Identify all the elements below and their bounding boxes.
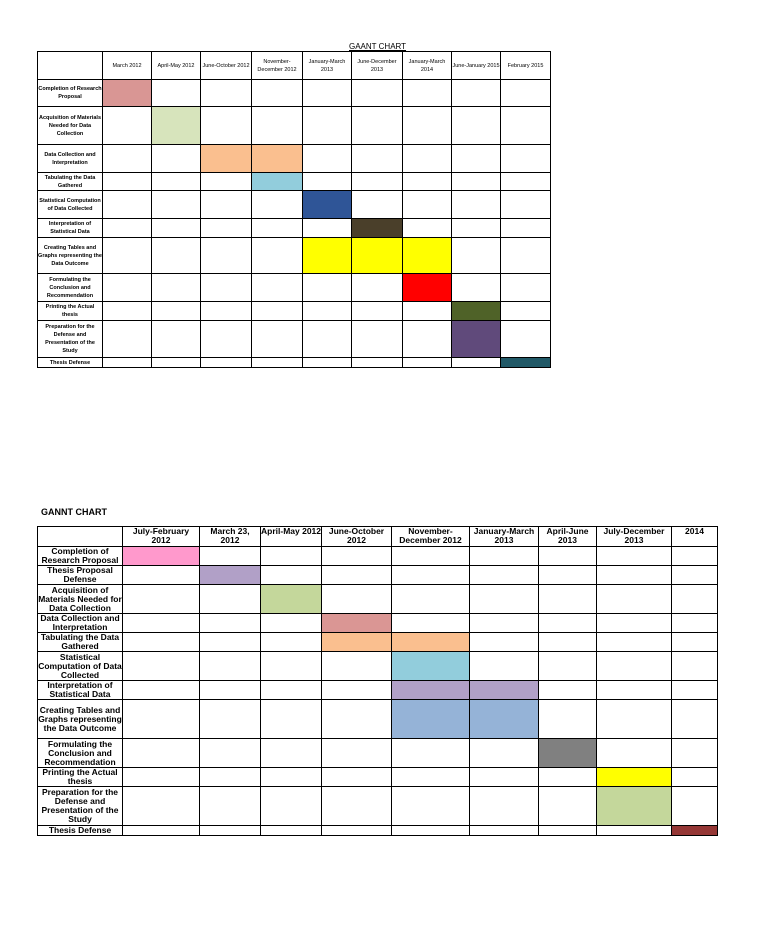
empty-cell: [501, 302, 551, 321]
empty-cell: [201, 238, 252, 274]
empty-cell: [201, 173, 252, 191]
gantt-bar-cell: [200, 566, 261, 585]
empty-cell: [322, 826, 392, 836]
gantt-bar-cell: [303, 191, 352, 219]
table-row: [38, 787, 718, 826]
empty-cell: [200, 652, 261, 681]
empty-cell: [152, 238, 201, 274]
empty-cell: [152, 274, 201, 302]
column-header: 2014: [672, 527, 718, 547]
empty-cell: [452, 191, 501, 219]
empty-cell: [152, 173, 201, 191]
empty-cell: [303, 107, 352, 145]
empty-cell: [252, 321, 303, 358]
gantt-bar-cell: [392, 633, 470, 652]
task-label: Statistical Computation of Data Collected: [38, 191, 103, 219]
empty-cell: [597, 826, 672, 836]
table-row: [38, 700, 718, 739]
column-header: June-December 2013: [352, 52, 403, 80]
empty-cell: [352, 321, 403, 358]
gantt-bar-cell: [452, 321, 501, 358]
task-label: Interpretation of Statistical Data: [38, 681, 123, 700]
empty-cell: [672, 700, 718, 739]
table-row: [38, 585, 718, 614]
empty-cell: [501, 107, 551, 145]
empty-cell: [103, 145, 152, 173]
empty-cell: [392, 614, 470, 633]
empty-cell: [403, 191, 452, 219]
empty-cell: [261, 614, 322, 633]
empty-cell: [261, 768, 322, 787]
column-header: June-October 2012: [322, 527, 392, 547]
table-row: [38, 768, 718, 787]
empty-cell: [403, 321, 452, 358]
header-row: [38, 52, 551, 80]
gantt-table-2: [37, 526, 718, 836]
empty-cell: [123, 787, 200, 826]
empty-cell: [470, 566, 539, 585]
empty-cell: [539, 652, 597, 681]
empty-cell: [452, 219, 501, 238]
task-label: Printing the Actual thesis: [38, 768, 123, 787]
task-label: Preparation for the Defense and Presentation of the Study: [38, 321, 103, 358]
empty-cell: [352, 173, 403, 191]
empty-cell: [452, 173, 501, 191]
empty-cell: [501, 274, 551, 302]
empty-cell: [201, 107, 252, 145]
column-header: January-March 2013: [470, 527, 539, 547]
empty-cell: [303, 219, 352, 238]
empty-cell: [403, 302, 452, 321]
empty-cell: [597, 633, 672, 652]
empty-cell: [252, 219, 303, 238]
empty-cell: [261, 633, 322, 652]
empty-cell: [672, 566, 718, 585]
empty-cell: [261, 700, 322, 739]
empty-cell: [392, 566, 470, 585]
empty-cell: [539, 566, 597, 585]
empty-cell: [452, 80, 501, 107]
column-header: November-December 2012: [252, 52, 303, 80]
table-row: [38, 633, 718, 652]
empty-cell: [539, 681, 597, 700]
column-header: June-October 2012: [201, 52, 252, 80]
gantt-bar-cell: [392, 652, 470, 681]
empty-cell: [152, 358, 201, 368]
empty-cell: [597, 700, 672, 739]
empty-cell: [501, 145, 551, 173]
empty-cell: [597, 547, 672, 566]
empty-cell: [352, 107, 403, 145]
empty-cell: [672, 633, 718, 652]
empty-cell: [597, 652, 672, 681]
empty-cell: [123, 633, 200, 652]
empty-cell: [470, 547, 539, 566]
empty-cell: [123, 652, 200, 681]
empty-cell: [452, 274, 501, 302]
empty-cell: [322, 787, 392, 826]
empty-cell: [200, 633, 261, 652]
column-header: April-June 2013: [539, 527, 597, 547]
task-label: Formulating the Conclusion and Recommendation: [38, 739, 123, 768]
empty-cell: [303, 274, 352, 302]
empty-cell: [261, 787, 322, 826]
gantt-bar-cell: [322, 633, 392, 652]
task-label: Thesis Proposal Defense: [38, 566, 123, 585]
column-header: April-May 2012: [261, 527, 322, 547]
task-label: Formulating the Conclusion and Recommendation: [38, 274, 103, 302]
table-row: [38, 681, 718, 700]
empty-cell: [403, 358, 452, 368]
empty-cell: [201, 274, 252, 302]
empty-cell: [103, 107, 152, 145]
empty-cell: [672, 614, 718, 633]
empty-cell: [352, 274, 403, 302]
column-header: February 2015: [501, 52, 551, 80]
gantt-bar-cell: [252, 145, 303, 173]
header-corner: [38, 527, 123, 547]
task-label: Data Collection and Interpretation: [38, 614, 123, 633]
empty-cell: [261, 566, 322, 585]
empty-cell: [597, 739, 672, 768]
header-corner: [38, 52, 103, 80]
column-header: January-March 2013: [303, 52, 352, 80]
empty-cell: [152, 191, 201, 219]
empty-cell: [403, 80, 452, 107]
empty-cell: [261, 652, 322, 681]
empty-cell: [322, 585, 392, 614]
empty-cell: [322, 681, 392, 700]
empty-cell: [322, 700, 392, 739]
empty-cell: [452, 238, 501, 274]
task-label: Tabulating the Data Gathered: [38, 173, 103, 191]
table-row: [38, 826, 718, 836]
empty-cell: [103, 321, 152, 358]
empty-cell: [672, 681, 718, 700]
task-label: Acquisition of Materials Needed for Data Collection: [38, 584, 122, 613]
task-label: Creating Tables and Graphs representing the Data Outcome: [38, 700, 123, 739]
empty-cell: [322, 652, 392, 681]
gantt-bar-cell: [597, 787, 672, 826]
chart2-title: GANNT CHART: [41, 507, 107, 517]
empty-cell: [123, 826, 200, 836]
gantt-bar-cell: [352, 219, 403, 238]
empty-cell: [303, 80, 352, 107]
empty-cell: [303, 302, 352, 321]
empty-cell: [261, 739, 322, 768]
empty-cell: [123, 768, 200, 787]
task-label: Printing the Actual thesis: [38, 302, 103, 321]
column-header: March 2012: [103, 52, 152, 80]
empty-cell: [392, 739, 470, 768]
gantt-bar-cell: [470, 681, 539, 700]
table-row: [38, 566, 718, 585]
empty-cell: [303, 145, 352, 173]
empty-cell: [501, 173, 551, 191]
empty-cell: [470, 652, 539, 681]
empty-cell: [403, 219, 452, 238]
empty-cell: [152, 219, 201, 238]
empty-cell: [200, 681, 261, 700]
gantt-table-1: [37, 51, 551, 368]
gantt-bar-cell: [392, 700, 470, 739]
empty-cell: [539, 787, 597, 826]
empty-cell: [501, 321, 551, 358]
empty-cell: [539, 614, 597, 633]
gantt-bar-cell: [539, 739, 597, 768]
gantt-bar-cell: [261, 585, 322, 614]
table-row: [38, 358, 551, 368]
empty-cell: [103, 358, 152, 368]
empty-cell: [201, 80, 252, 107]
empty-cell: [103, 173, 152, 191]
empty-cell: [672, 787, 718, 826]
gantt-bar-cell: [322, 614, 392, 633]
empty-cell: [470, 585, 539, 614]
empty-cell: [597, 585, 672, 614]
empty-cell: [303, 173, 352, 191]
empty-cell: [123, 700, 200, 739]
task-label: Thesis Defense: [38, 358, 103, 368]
empty-cell: [392, 768, 470, 787]
table-row: [38, 219, 551, 238]
empty-cell: [392, 547, 470, 566]
gantt-bar-cell: [152, 107, 201, 145]
empty-cell: [200, 614, 261, 633]
table-row: [38, 173, 551, 191]
task-label: Data Collection and Interpretation: [38, 145, 103, 173]
gantt-bar-cell: [103, 80, 152, 107]
column-header: January-March 2014: [403, 52, 452, 80]
empty-cell: [152, 145, 201, 173]
empty-cell: [470, 768, 539, 787]
empty-cell: [403, 173, 452, 191]
column-header: November-December 2012: [392, 527, 470, 547]
column-header: April-May 2012: [152, 52, 201, 80]
task-label: Interpretation of Statistical Data: [38, 219, 103, 238]
empty-cell: [352, 191, 403, 219]
task-label: Thesis Defense: [38, 826, 123, 836]
empty-cell: [539, 768, 597, 787]
header-row: [38, 527, 718, 547]
empty-cell: [539, 700, 597, 739]
empty-cell: [392, 826, 470, 836]
table-row: [38, 191, 551, 219]
task-label: Tabulating the Data Gathered: [38, 633, 123, 652]
empty-cell: [252, 274, 303, 302]
empty-cell: [103, 274, 152, 302]
empty-cell: [201, 219, 252, 238]
empty-cell: [252, 191, 303, 219]
task-label: Completion of Research Proposal: [38, 80, 103, 107]
gantt-bar-cell: [501, 358, 551, 368]
empty-cell: [123, 739, 200, 768]
empty-cell: [539, 633, 597, 652]
empty-cell: [403, 145, 452, 173]
table-row: [38, 238, 551, 274]
empty-cell: [123, 681, 200, 700]
empty-cell: [501, 191, 551, 219]
empty-cell: [352, 302, 403, 321]
empty-cell: [200, 739, 261, 768]
column-header: July-February 2012: [123, 527, 200, 547]
gantt-bar-cell: [303, 238, 352, 274]
empty-cell: [123, 614, 200, 633]
table-row: [38, 614, 718, 633]
gantt-bar-cell: [452, 302, 501, 321]
empty-cell: [539, 826, 597, 836]
empty-cell: [152, 80, 201, 107]
column-header: March 23, 2012: [200, 527, 261, 547]
empty-cell: [672, 652, 718, 681]
gantt-bar-cell: [201, 145, 252, 173]
gantt-bar-cell: [123, 547, 200, 566]
empty-cell: [103, 302, 152, 321]
empty-cell: [200, 787, 261, 826]
empty-cell: [392, 585, 470, 614]
gantt-bar-cell: [252, 173, 303, 191]
empty-cell: [200, 700, 261, 739]
empty-cell: [501, 238, 551, 274]
table-row: [38, 547, 718, 566]
empty-cell: [201, 358, 252, 368]
empty-cell: [322, 547, 392, 566]
empty-cell: [501, 80, 551, 107]
empty-cell: [252, 358, 303, 368]
empty-cell: [403, 107, 452, 145]
empty-cell: [352, 80, 403, 107]
empty-cell: [392, 787, 470, 826]
empty-cell: [303, 358, 352, 368]
empty-cell: [470, 739, 539, 768]
task-label: Statistical Computation of Data Collected: [38, 651, 122, 680]
empty-cell: [672, 547, 718, 566]
empty-cell: [597, 681, 672, 700]
empty-cell: [261, 547, 322, 566]
empty-cell: [539, 547, 597, 566]
empty-cell: [261, 826, 322, 836]
table-row: [38, 739, 718, 768]
task-label: Completion of Research Proposal: [38, 547, 123, 566]
empty-cell: [201, 302, 252, 321]
table-row: [38, 145, 551, 173]
empty-cell: [200, 547, 261, 566]
empty-cell: [352, 145, 403, 173]
empty-cell: [252, 107, 303, 145]
empty-cell: [152, 302, 201, 321]
empty-cell: [470, 787, 539, 826]
task-label: Preparation for the Defense and Presentation of the Study: [38, 787, 123, 826]
empty-cell: [539, 585, 597, 614]
column-header: June-January 2015: [452, 52, 501, 80]
table-row: [38, 302, 551, 321]
gantt-bar-cell: [403, 238, 452, 274]
empty-cell: [470, 614, 539, 633]
empty-cell: [322, 566, 392, 585]
empty-cell: [103, 238, 152, 274]
table-row: [38, 652, 718, 681]
gantt-bar-cell: [352, 238, 403, 274]
empty-cell: [103, 191, 152, 219]
empty-cell: [597, 566, 672, 585]
empty-cell: [252, 80, 303, 107]
table-row: [38, 107, 551, 145]
empty-cell: [303, 321, 352, 358]
table-row: [38, 80, 551, 107]
empty-cell: [352, 358, 403, 368]
empty-cell: [470, 633, 539, 652]
table-row: [38, 274, 551, 302]
empty-cell: [672, 768, 718, 787]
table-row: [38, 321, 551, 358]
empty-cell: [152, 321, 201, 358]
gantt-bar-cell: [470, 700, 539, 739]
empty-cell: [470, 826, 539, 836]
empty-cell: [452, 107, 501, 145]
chart1-title: GAANT CHART: [349, 42, 407, 51]
empty-cell: [452, 358, 501, 368]
empty-cell: [672, 585, 718, 614]
empty-cell: [672, 739, 718, 768]
gantt-bar-cell: [597, 768, 672, 787]
empty-cell: [200, 826, 261, 836]
gantt-bar-cell: [672, 826, 718, 836]
empty-cell: [322, 768, 392, 787]
gantt-bar-cell: [403, 274, 452, 302]
empty-cell: [201, 191, 252, 219]
empty-cell: [123, 585, 200, 614]
empty-cell: [200, 768, 261, 787]
empty-cell: [252, 238, 303, 274]
empty-cell: [201, 321, 252, 358]
column-header: July-December 2013: [597, 527, 672, 547]
empty-cell: [200, 585, 261, 614]
empty-cell: [322, 739, 392, 768]
empty-cell: [123, 566, 200, 585]
empty-cell: [252, 302, 303, 321]
empty-cell: [452, 145, 501, 173]
empty-cell: [501, 219, 551, 238]
empty-cell: [261, 681, 322, 700]
task-label: Creating Tables and Graphs representing the Data Outcome: [38, 238, 103, 274]
gantt-bar-cell: [392, 681, 470, 700]
task-label: Acquisition of Materials Needed for Data Collection: [38, 107, 103, 145]
empty-cell: [597, 614, 672, 633]
empty-cell: [103, 219, 152, 238]
